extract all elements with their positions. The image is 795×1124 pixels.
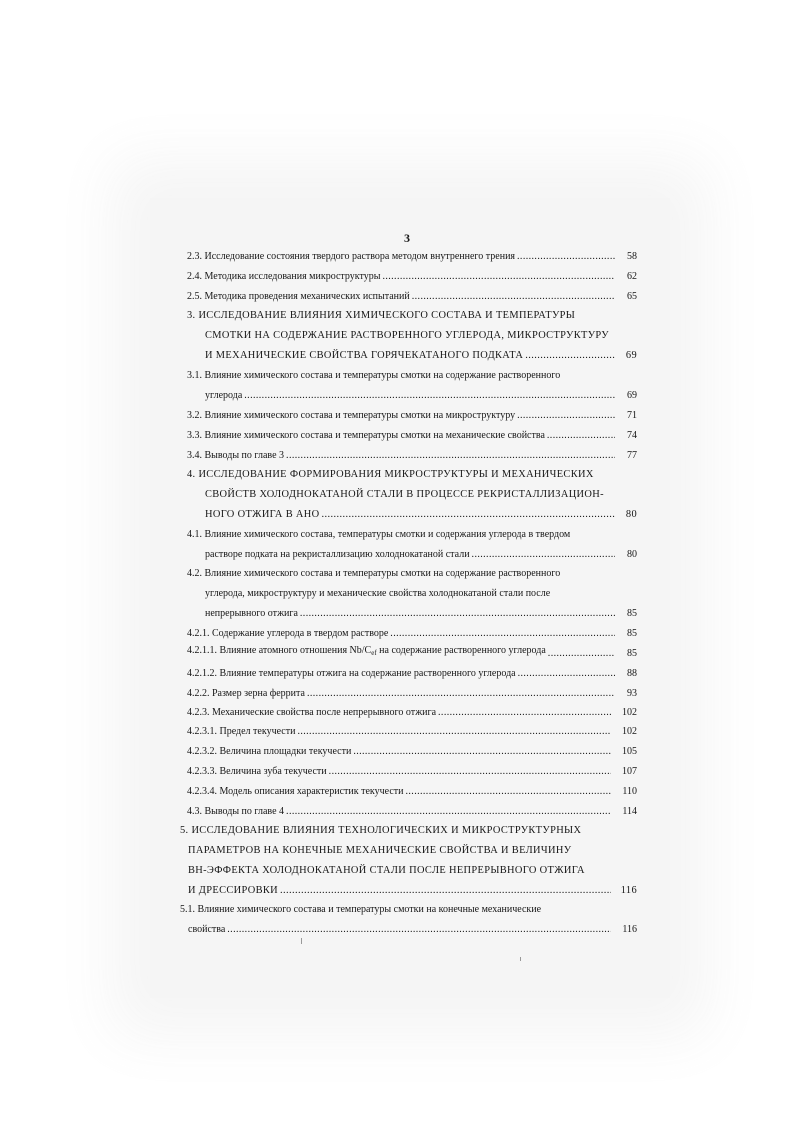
toc-entry-text: 5. ИССЛЕДОВАНИЕ ВЛИЯНИЯ ТЕХНОЛОГИЧЕСКИХ И МИКРОСТРУКТУРНЫХ (180, 825, 582, 836)
toc-entry-page: 105 (622, 746, 637, 757)
toc-entry-page: 74 (627, 430, 637, 441)
toc-chapter-heading-cont (188, 860, 637, 877)
toc-entry-text: углерода (205, 390, 243, 401)
toc-entry-page: 85 (627, 648, 637, 659)
scan-speck (301, 938, 302, 944)
toc-entry (187, 741, 637, 758)
toc-entry-text: ПАРАМЕТРОВ НА КОНЕЧНЫЕ МЕХАНИЧЕСКИЕ СВОЙСТВА И ВЕЛИЧИНУ (188, 845, 572, 856)
toc-entry (187, 286, 637, 303)
toc-entry (187, 781, 637, 798)
toc-chapter-heading-cont (188, 880, 637, 897)
toc-entry-text: 4.2. Влияние химического состава и температуры смотки на содержание растворенного (187, 568, 561, 579)
leader-dots (382, 270, 615, 283)
toc-entry-page: 116 (620, 885, 637, 896)
toc-chapter-heading-cont (205, 484, 637, 501)
toc-chapter-heading-cont (188, 840, 637, 857)
toc-entry-text: 4.2.3.3. Величина зуба текучести (187, 766, 327, 777)
toc-entry-text: И ДРЕССИРОВКИ (188, 885, 279, 896)
toc-entry-text: 2.5. Методика проведения механических испытаний (187, 291, 410, 302)
toc-entry-page: 69 (625, 350, 637, 361)
toc-entry-cont (205, 385, 637, 402)
leader-dots (227, 923, 611, 936)
toc-entry-text: СМОТКИ НА СОДЕРЖАНИЕ РАСТВОРЕННОГО УГЛЕРОДА, МИКРОСТРУКТУРУ (205, 330, 609, 341)
toc-entry-text: растворе подката на рекристаллизацию холоднокатаной стали (205, 549, 470, 560)
leader-dots (244, 389, 615, 402)
toc-entry-text: 5.1. Влияние химического состава и температуры смотки на конечные механические (180, 904, 542, 915)
toc-entry (187, 801, 637, 818)
toc-entry-text: 4. ИССЛЕДОВАНИЕ ФОРМИРОВАНИЯ МИКРОСТРУКТУРЫ И МЕХАНИЧЕСКИХ (187, 469, 594, 480)
toc-entry-cont (205, 603, 637, 620)
toc-entry-cont (205, 583, 637, 600)
toc-entry (187, 702, 637, 719)
leader-dots (307, 687, 615, 700)
toc-entry (187, 643, 637, 660)
toc-entry-page: 71 (627, 410, 637, 421)
leader-dots (329, 765, 611, 778)
toc-entry-text: 2.4. Методика исследования микроструктуры (187, 271, 381, 282)
leader-dots (286, 449, 615, 462)
toc-entry-text-pre: 4.2.1.1. Влияние атомного отношения Nb/C (187, 645, 372, 656)
toc-entry-text: 4.2.3.2. Величина площадки текучести (187, 746, 352, 757)
leader-dots (472, 548, 615, 561)
toc-entry-page: 62 (627, 271, 637, 282)
toc-entry-page: 69 (627, 390, 637, 401)
toc-entry-cont (188, 919, 637, 936)
toc-entry-text: 4.2.2. Размер зерна феррита (187, 688, 305, 699)
toc-entry-page: 116 (622, 924, 637, 935)
leader-dots (406, 785, 612, 798)
toc-entry-page: 110 (622, 786, 637, 797)
toc-entry (187, 683, 637, 700)
toc-entry-text: И МЕХАНИЧЕСКИЕ СВОЙСТВА ГОРЯЧЕКАТАНОГО ПОДКАТА (205, 350, 524, 361)
toc-chapter-heading (180, 820, 637, 837)
leader-dots (412, 290, 615, 303)
leader-dots (525, 349, 615, 362)
toc-chapter-heading-cont (205, 325, 637, 342)
toc-entry-page: 93 (627, 688, 637, 699)
toc-entry-page: 85 (627, 608, 637, 619)
toc-entry-text: 3.3. Влияние химического состава и температуры смотки на механические свойства (187, 430, 545, 441)
toc-entry-page: 114 (622, 806, 637, 817)
leader-dots (517, 250, 615, 263)
toc-entry (187, 425, 637, 442)
toc-entry (187, 445, 637, 462)
toc-chapter-heading (187, 464, 637, 481)
toc-entry-text: 4.2.1. Содержание углерода в твердом растворе (187, 628, 389, 639)
toc-entry (187, 563, 637, 580)
toc-entry-text (187, 644, 546, 660)
toc-entry-page: 102 (622, 707, 637, 718)
toc-entry-page: 85 (627, 628, 637, 639)
leader-dots (300, 607, 615, 620)
toc-entry-cont (205, 544, 637, 561)
toc-entry-text: 4.2.1.2. Влияние температуры отжига на содержание растворенного углерода (187, 668, 516, 679)
toc-chapter-heading-cont (205, 345, 637, 362)
toc-entry-text-post: на содержание растворенного углерода (376, 645, 546, 656)
toc-entry-text: 3.4. Выводы по главе 3 (187, 450, 285, 461)
leader-dots (517, 409, 615, 422)
toc-entry-page: 102 (622, 726, 637, 737)
toc-entry-text: 4.1. Влияние химического состава, температуры смотки и содержания углерода в твердом (187, 529, 571, 540)
scan-speck (520, 957, 521, 961)
leader-dots (280, 884, 611, 897)
leader-dots (286, 805, 611, 818)
toc-entry (180, 899, 637, 916)
leader-dots (547, 429, 615, 442)
toc-chapter-heading (187, 305, 637, 322)
toc-entry-text: свойства (188, 924, 226, 935)
toc-entry (187, 524, 637, 541)
toc-entry-text: 4.2.3.1. Предел текучести (187, 726, 296, 737)
toc-entry-text: СВОЙСТВ ХОЛОДНОКАТАНОЙ СТАЛИ В ПРОЦЕССЕ РЕКРИСТАЛЛИЗАЦИОН- (205, 489, 604, 500)
toc-entry-text: НОГО ОТЖИГА В АНО (205, 509, 320, 520)
toc-entry-page: 58 (627, 251, 637, 262)
leader-dots (353, 745, 611, 758)
toc-entry-text: 2.3. Исследование состояния твердого раствора методом внутреннего трения (187, 251, 516, 262)
leader-dots (438, 706, 611, 719)
toc-entry (187, 246, 637, 263)
toc-entry-page: 107 (622, 766, 637, 777)
leader-dots (518, 667, 615, 680)
toc-entry (187, 405, 637, 422)
toc-entry-text: 3.1. Влияние химического состава и температуры смотки на содержание растворенного (187, 370, 561, 381)
leader-dots (390, 627, 615, 640)
toc-entry-text: 4.2.3. Механические свойства после непрерывного отжига (187, 707, 437, 718)
toc-entry-text: 4.2.3.4. Модель описания характеристик текучести (187, 786, 404, 797)
toc-entry-text: непрерывного отжига (205, 608, 298, 619)
toc-entry-page: 65 (627, 291, 637, 302)
leader-dots (297, 725, 611, 738)
toc-entry-text-sub: ef (371, 649, 377, 657)
leader-dots (548, 647, 615, 660)
toc-entry (187, 721, 637, 738)
toc-entry (187, 365, 637, 382)
toc-entry-text: ВН-ЭФФЕКТА ХОЛОДНОКАТАНОЙ СТАЛИ ПОСЛЕ НЕПРЕРЫВНОГО ОТЖИГА (188, 865, 585, 876)
toc-entry (187, 623, 637, 640)
toc-entry (187, 266, 637, 283)
toc-entry-text: углерода, микроструктуру и механические свойства холоднокатаной стали после (205, 588, 551, 599)
toc-entry (187, 663, 637, 680)
toc-entry-text: 3. ИССЛЕДОВАНИЕ ВЛИЯНИЯ ХИМИЧЕСКОГО СОСТАВА И ТЕМПЕРАТУРЫ (187, 310, 576, 321)
toc-entry-page: 77 (627, 450, 637, 461)
toc-entry-page: 88 (627, 668, 637, 679)
toc-entry-text: 4.3. Выводы по главе 4 (187, 806, 285, 817)
toc-chapter-heading-cont (205, 504, 637, 521)
toc-entry-page: 80 (625, 509, 637, 520)
toc-entry (187, 761, 637, 778)
page-number: 3 (404, 231, 410, 245)
toc-entry-text: 3.2. Влияние химического состава и температуры смотки на микроструктуру (187, 410, 516, 421)
leader-dots (322, 508, 616, 521)
toc-entry-page: 80 (627, 549, 637, 560)
